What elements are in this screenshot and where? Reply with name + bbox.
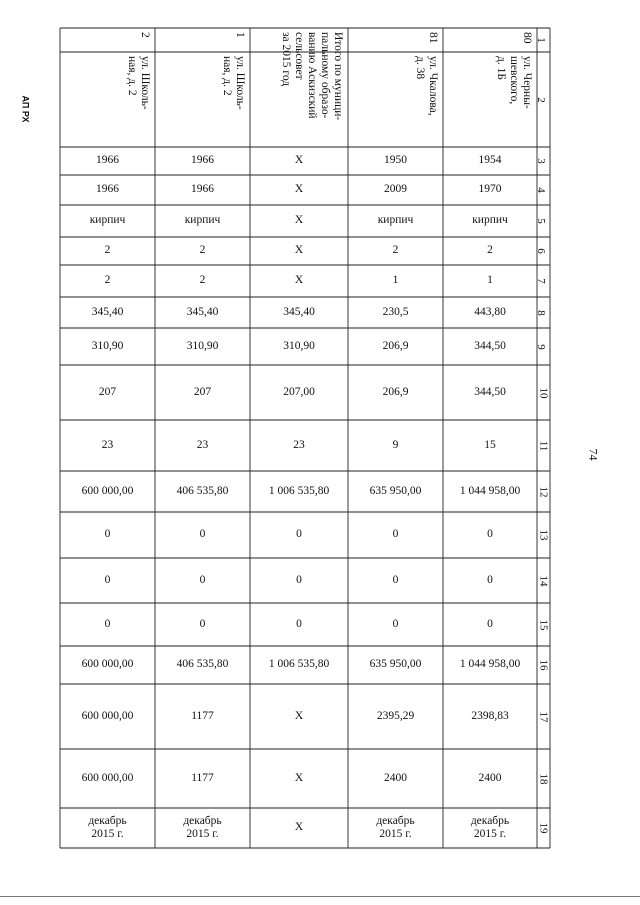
- column-number: 17: [537, 711, 550, 722]
- table-cell: Х: [294, 821, 304, 834]
- table-cell: 0: [487, 617, 493, 630]
- table-cell: 1 044 958,00: [459, 658, 521, 671]
- table-cell: Х: [294, 214, 304, 227]
- table-cell: 207,00: [283, 385, 315, 398]
- table-cell: 0: [199, 573, 206, 586]
- column-number: 8: [534, 309, 547, 316]
- row-number: 81: [427, 32, 439, 44]
- table-cell: 2400: [384, 771, 407, 784]
- column-number: 4: [534, 187, 547, 193]
- table-cell: 1 044 958,00: [459, 484, 521, 497]
- column-number: 1: [534, 37, 547, 43]
- table-cell: 0: [296, 528, 302, 541]
- table-cell: 23: [293, 438, 305, 451]
- table-cell: 206,9: [382, 339, 409, 352]
- column-number: 19: [537, 822, 550, 834]
- table-cell: 15: [484, 438, 496, 451]
- column-number: 16: [537, 659, 550, 671]
- row-address: ул. Черны- шевского, д. 1Б: [495, 56, 533, 109]
- table-cell: 345,40: [283, 305, 315, 318]
- table-cell: 2400: [478, 771, 502, 784]
- column-number: 2: [534, 96, 547, 103]
- table-cell: 207: [193, 385, 212, 398]
- column-number: 5: [534, 218, 547, 224]
- row-number: 2: [139, 32, 151, 38]
- table-cell: кирпич: [89, 214, 126, 227]
- table-cell: 600 000,00: [81, 658, 134, 671]
- table-cell: 2: [487, 244, 493, 257]
- row-number: 1: [234, 32, 246, 38]
- table-cell: 2009: [384, 183, 407, 196]
- stamp-label: АП РХ: [20, 95, 31, 123]
- table-cell: 1950: [384, 154, 407, 167]
- row-address: ул. Школь- ная, д. 2: [126, 56, 151, 110]
- table-cell: 1177: [191, 771, 214, 784]
- table-cell: 1: [487, 274, 493, 287]
- table-cell: 0: [392, 617, 399, 630]
- table-cell: 1966: [191, 154, 214, 167]
- table-cell: 2: [104, 274, 111, 287]
- table-cell: 1 006 535,80: [268, 658, 330, 671]
- table-cell: 0: [104, 528, 111, 541]
- table-cell: 345,40: [186, 305, 219, 318]
- table-cell: 310,90: [283, 339, 315, 352]
- page-number: 74: [586, 448, 601, 461]
- table-cell: 2: [199, 244, 206, 257]
- column-number: 13: [537, 529, 550, 541]
- table-cell: 2395,29: [376, 709, 415, 722]
- table-cell: Х: [294, 771, 304, 784]
- table-cell: 0: [487, 528, 493, 541]
- table-cell: 310,90: [186, 339, 219, 352]
- table-cell: 635 950,00: [369, 484, 422, 497]
- table-cell: 443,80: [474, 305, 506, 318]
- table-cell: 0: [104, 617, 111, 630]
- table-cell: 635 950,00: [369, 658, 422, 671]
- table-cell: 310,90: [91, 339, 124, 352]
- table-cell: Х: [294, 274, 304, 287]
- row-number: 80: [521, 32, 533, 44]
- table-cell: 344,50: [474, 385, 506, 398]
- table-cell: кирпич: [472, 214, 508, 227]
- table-cell: 2: [104, 244, 111, 257]
- table-cell: кирпич: [377, 214, 414, 227]
- table-cell: кирпич: [184, 214, 221, 227]
- table-cell: 345,40: [91, 305, 124, 318]
- table-cell: 600 000,00: [81, 709, 134, 722]
- table-cell: 600 000,00: [81, 484, 134, 497]
- table-cell: 9: [392, 438, 399, 451]
- table-cell: декабрь 2015 г.: [183, 814, 222, 840]
- column-number: 11: [537, 440, 550, 451]
- column-number: 10: [537, 387, 550, 398]
- table-cell: 207: [98, 385, 117, 398]
- table-cell: 1966: [191, 183, 214, 196]
- table-cell: 1954: [478, 154, 502, 167]
- table-cell: декабрь 2015 г.: [470, 814, 510, 840]
- table-cell: 0: [487, 573, 493, 586]
- table-cell: 23: [196, 438, 209, 451]
- table-cell: 406 535,80: [176, 658, 229, 671]
- row-address: Итого по муници- пальному образо- ванию Аскизский сельсовет за 2015 год: [280, 32, 344, 121]
- table-cell: 206,9: [382, 385, 409, 398]
- table-cell: 0: [296, 573, 302, 586]
- table-cell: 1966: [96, 154, 119, 167]
- table-cell: Х: [294, 183, 304, 196]
- table-cell: 600 000,00: [81, 771, 134, 784]
- table-cell: 0: [392, 573, 399, 586]
- table-cell: 0: [296, 617, 302, 630]
- row-address: ул. Чкалова, д. 38: [414, 56, 439, 116]
- table-cell: 1: [392, 274, 399, 287]
- column-number: 7: [534, 278, 547, 284]
- column-number: 12: [537, 486, 550, 497]
- table-cell: декабрь 2015 г.: [376, 814, 415, 840]
- table-cell: декабрь 2015 г.: [88, 814, 127, 840]
- table-cell: 344,50: [474, 339, 506, 352]
- table-cell: Х: [294, 244, 304, 257]
- table-cell: 1 006 535,80: [268, 484, 330, 497]
- table-cell: 406 535,80: [176, 484, 229, 497]
- column-number: 14: [537, 575, 550, 586]
- table-cell: 2: [199, 274, 206, 287]
- table-cell: 0: [104, 573, 111, 586]
- table-cell: 0: [199, 617, 206, 630]
- table-cell: 23: [101, 438, 114, 451]
- table-cell: 1177: [191, 709, 214, 722]
- table-cell: Х: [294, 154, 304, 167]
- row-address: ул. Школь- ная, д. 2: [221, 56, 246, 110]
- table-cell: 0: [199, 528, 206, 541]
- column-number: 15: [537, 619, 550, 630]
- table-cell: Х: [294, 709, 304, 722]
- table-cell: 230,5: [382, 305, 409, 318]
- column-number: 18: [537, 773, 550, 784]
- column-number: 3: [534, 158, 547, 164]
- column-number: 9: [534, 343, 547, 350]
- table-cell: 1966: [96, 183, 119, 196]
- table-cell: 2398,83: [471, 709, 509, 722]
- column-number: 6: [534, 248, 547, 254]
- table-cell: 0: [392, 528, 399, 541]
- table-cell: 2: [392, 244, 399, 257]
- table-cell: 1970: [478, 183, 502, 196]
